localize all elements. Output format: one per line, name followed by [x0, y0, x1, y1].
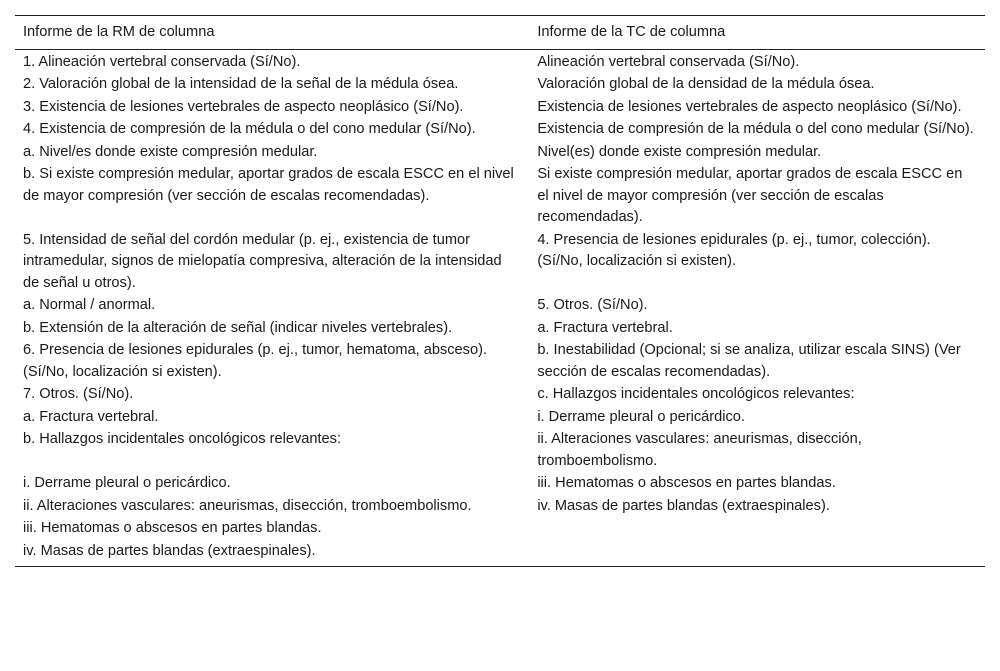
rm-cell: 6. Presencia de lesiones epidurales (p. ej., tumor, hematoma, absceso). (Sí/No, localización si existen). — [23, 342, 487, 380]
table-row — [15, 541, 985, 567]
table-row — [15, 295, 985, 318]
table-row — [15, 142, 985, 165]
rm-cell: iii. Hematomas o abscesos en partes blandas. — [23, 520, 322, 536]
table-row — [15, 97, 985, 120]
rm-cell: i. Derrame pleural o pericárdico. — [23, 475, 231, 491]
tc-cell: Alineación vertebral conservada (Sí/No). — [537, 53, 800, 70]
tc-cell: Si existe compresión medular, aportar grados de escala ESCC en el nivel de mayor compresión (ver sección de escalas recomendadas). — [537, 166, 963, 225]
rm-cell: a. Normal / anormal. — [23, 297, 156, 313]
table-body — [15, 49, 985, 567]
report-comparison-table — [15, 15, 985, 567]
table-row — [15, 164, 985, 230]
rm-cell: b. Hallazgos incidentales oncológicos relevantes: — [23, 431, 346, 447]
table-row — [15, 318, 985, 341]
tc-cell: Nivel(es) donde existe compresión medular. — [537, 143, 822, 160]
tc-cell: Existencia de lesiones vertebrales de aspecto neoplásico (Sí/No). — [537, 98, 962, 115]
header-tc-report: Informe de la TC de columna — [529, 16, 985, 50]
tc-cell: 4. Presencia de lesiones epidurales (p. ej., tumor, colección). (Sí/No, localización si existen). — [537, 231, 931, 269]
table-row — [15, 407, 985, 430]
tc-cell: Existencia de compresión de la médula o del cono medular (Sí/No). — [537, 121, 974, 137]
tc-cell: b. Inestabilidad (Opcional; si se analiza, utilizar escala SINS) (Ver sección de escalas recomendadas). — [537, 342, 961, 380]
table-row — [15, 518, 985, 541]
rm-cell: 7. Otros. (Sí/No). — [23, 386, 134, 402]
header-rm-report: Informe de la RM de columna — [15, 16, 529, 50]
tc-cell: iv. Masas de partes blandas (extraespinales). — [537, 497, 830, 514]
tc-cell: 5. Otros. (Sí/No). — [537, 297, 648, 313]
rm-cell: b. Si existe compresión medular, aportar grados de escala ESCC en el nivel de mayor compresión (ver sección de escalas recomendadas). — [23, 166, 514, 204]
table-row — [15, 230, 985, 296]
rm-cell: a. Fractura vertebral. — [23, 408, 159, 425]
table-row — [15, 119, 985, 142]
table-row — [15, 49, 985, 74]
table-row — [15, 340, 985, 384]
tc-cell: i. Derrame pleural o pericárdico. — [537, 408, 745, 425]
tc-cell: iii. Hematomas o abscesos en partes blandas. — [537, 475, 836, 491]
table-row — [15, 74, 985, 97]
rm-cell: 4. Existencia de compresión de la médula o del cono medular (Sí/No). — [23, 121, 476, 137]
rm-cell: ii. Alteraciones vasculares: aneurismas, disección, tromboembolismo. — [23, 497, 472, 514]
rm-cell: 1. Alineación vertebral conservada (Sí/No). — [23, 53, 301, 70]
rm-cell: b. Extensión de la alteración de señal (indicar niveles vertebrales). — [23, 319, 453, 336]
rm-cell: a. Nivel/es donde existe compresión medular. — [23, 143, 318, 160]
tc-cell: Valoración global de la densidad de la médula ósea. — [537, 76, 875, 92]
rm-cell: iv. Masas de partes blandas (extraespinales). — [15, 541, 529, 567]
tc-cell: c. Hallazgos incidentales oncológicos relevantes: — [537, 386, 855, 402]
tc-cell — [529, 518, 985, 541]
rm-cell: 3. Existencia de lesiones vertebrales de aspecto neoplásico (Sí/No). — [23, 98, 464, 115]
header-row — [15, 16, 985, 50]
tc-cell: ii. Alteraciones vasculares: aneurismas, disección, tromboembolismo. — [537, 431, 862, 469]
rm-cell: 5. Intensidad de señal del cordón medular (p. ej., existencia de tumor intramedular, signos de mielopatía compresiva, alteración de la intensidad de señal u otros). — [23, 231, 502, 291]
table-row — [15, 429, 985, 473]
rm-cell: 2. Valoración global de la intensidad de la señal de la médula ósea. — [23, 76, 459, 92]
table-row — [15, 473, 985, 496]
table-row — [15, 496, 985, 519]
tc-cell: a. Fractura vertebral. — [537, 319, 673, 336]
tc-cell — [529, 541, 985, 567]
table-row — [15, 384, 985, 407]
